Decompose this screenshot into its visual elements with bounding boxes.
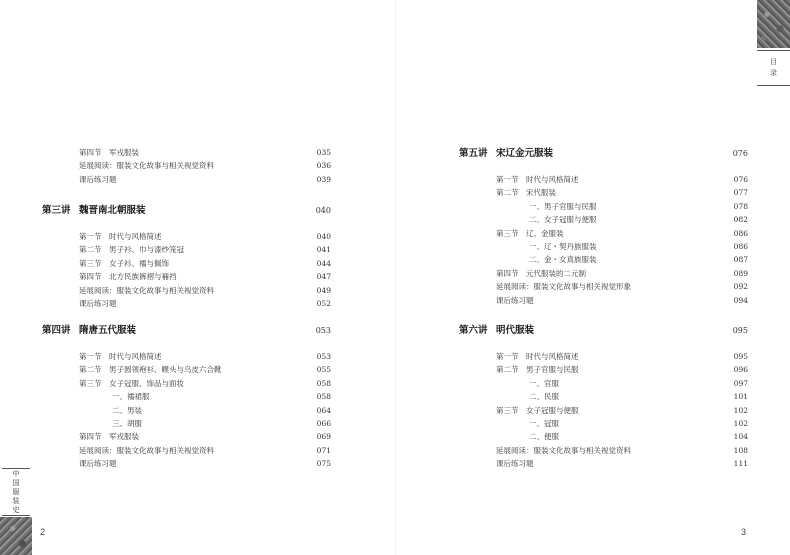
running-head-char: 服	[12, 487, 20, 496]
toc-entry-text	[496, 174, 579, 185]
toc-entry-title: 延展阅读：服装文化故事与相关视觉资料	[496, 445, 631, 455]
toc-page-number: 111	[733, 459, 748, 469]
toc-entry-text	[112, 405, 142, 416]
toc-entry	[79, 298, 331, 309]
toc-page-number: 036	[316, 161, 331, 171]
chapter-page-number: 095	[732, 326, 748, 335]
toc-page-number: 087	[733, 255, 748, 265]
toc-page-number: 039	[316, 174, 331, 184]
toc-page-number: 077	[733, 188, 748, 198]
toc-page-number: 096	[733, 365, 748, 375]
toc-entry-title: 一、冠服	[529, 419, 559, 428]
toc-entry-title: 课后练习题	[79, 459, 117, 469]
toc-entry	[496, 174, 748, 185]
running-head-char: 目	[770, 58, 777, 66]
toc-entry-text	[112, 391, 150, 402]
toc-entry-title: 二、男装	[112, 405, 142, 415]
toc-entry-text	[529, 391, 559, 402]
toc-entry	[79, 405, 331, 416]
chapter-number: 第三讲	[42, 205, 71, 216]
toc-entry	[496, 391, 748, 402]
toc-entry	[496, 214, 748, 225]
toc-entry-title: 北方民族裤褶与裲裆	[109, 272, 177, 282]
running-head-right	[757, 50, 790, 86]
toc-page-number: 071	[316, 445, 331, 455]
spread-gutter	[395, 0, 396, 555]
toc-page-number: 104	[733, 432, 748, 442]
toc-entry	[496, 364, 748, 375]
toc-entry-title: 一、襦裙服	[112, 392, 150, 402]
toc-entry-title: 男子衫、巾与漆纱笼冠	[109, 245, 184, 255]
toc-entry-text	[496, 445, 631, 456]
toc-page-number: 102	[733, 419, 748, 428]
toc-page-number: 095	[733, 352, 748, 361]
toc-entry-title: 课后练习题	[496, 295, 534, 305]
toc-entry-title: 时代与风格简述	[526, 352, 579, 361]
toc-entry	[79, 160, 331, 171]
toc-entry-text	[496, 351, 579, 362]
toc-entry-text	[529, 241, 597, 252]
toc-entry-text	[79, 431, 139, 442]
chapter-number: 第六讲	[459, 325, 488, 336]
toc-entry-text	[496, 364, 579, 375]
toc-entry	[79, 258, 331, 269]
toc-entry-text	[79, 298, 117, 309]
toc-entry-title: 二、女子冠服与便服	[529, 215, 597, 225]
toc-entry	[496, 241, 748, 252]
toc-section-label: 第二节	[496, 365, 519, 375]
toc-section-label: 第三节	[79, 258, 102, 268]
toc-page-number: 101	[733, 392, 748, 402]
toc-page-number: 058	[316, 378, 331, 388]
toc-entry-title: 一、官服	[529, 378, 559, 388]
toc-entry-text	[79, 378, 184, 389]
toc-page-number: 075	[316, 459, 331, 469]
toc-entry-title: 时代与风格简述	[109, 352, 162, 361]
toc-entry	[79, 244, 331, 255]
toc-page-number: 094	[733, 295, 748, 305]
decorative-texture-bottom-left	[0, 517, 32, 555]
toc-page-number: 040	[316, 232, 331, 241]
toc-entry-text	[496, 295, 534, 306]
toc-page-number: 049	[316, 285, 331, 295]
chapter-number: 第五讲	[459, 148, 488, 159]
toc-entry	[496, 458, 748, 469]
toc-entry-text	[79, 364, 222, 375]
toc-entry	[79, 364, 331, 375]
running-head-left	[2, 468, 30, 516]
chapter-title: 隋唐五代服装	[79, 325, 137, 336]
toc-entry-title: 课后练习题	[496, 459, 534, 469]
toc-page-number: 069	[316, 432, 331, 442]
toc-entry-title: 二、民服	[529, 392, 559, 402]
toc-entry-title: 军戎服装	[109, 432, 139, 442]
toc-entry-title: 课后练习题	[79, 299, 117, 308]
toc-entry-title: 女子衫、襦与佩饰	[109, 258, 169, 268]
toc-section-label: 第四节	[79, 148, 102, 157]
toc-entry-text	[79, 174, 117, 185]
toc-entry	[496, 418, 748, 429]
toc-entry	[496, 295, 748, 306]
toc-entry-text	[529, 254, 597, 265]
toc-entry-text	[496, 228, 564, 239]
toc-entry-text	[79, 271, 177, 282]
toc-entry-title: 二、金・女真族服装	[529, 255, 597, 265]
toc-page-number: 092	[733, 282, 748, 292]
toc-entry-text	[529, 214, 597, 225]
page-number-left: 2	[40, 527, 46, 537]
toc-entry-text	[529, 431, 559, 442]
toc-entry	[79, 418, 331, 429]
toc-entry	[496, 431, 748, 442]
toc-entry-title: 三、胡服	[112, 419, 142, 428]
toc-entry-text	[79, 244, 184, 255]
toc-entry	[79, 378, 331, 389]
toc-entry-title: 课后练习题	[79, 174, 117, 184]
toc-section-label: 第二节	[496, 188, 519, 198]
toc-page-number: 052	[316, 299, 331, 308]
toc-entry	[496, 445, 748, 456]
toc-entry-text	[79, 231, 162, 242]
toc-page-number: 047	[316, 272, 331, 282]
toc-entry	[79, 391, 331, 402]
toc-entry	[496, 268, 748, 279]
toc-entry-text	[529, 378, 559, 389]
toc-entry-text	[496, 281, 631, 292]
toc-entry-text	[112, 418, 142, 429]
toc-entry	[496, 201, 748, 212]
toc-entry-text	[496, 405, 579, 416]
toc-entry	[79, 231, 331, 242]
toc-section-label: 第三节	[496, 228, 519, 238]
toc-entry-title: 一、辽・契丹族服装	[529, 242, 597, 251]
toc-page-number: 089	[733, 268, 748, 278]
chapter-page-number: 040	[315, 206, 331, 215]
toc-page-number: 066	[316, 419, 331, 428]
running-head-char: 装	[12, 496, 20, 505]
toc-entry-title: 延展阅读：服装文化故事与相关视觉资料	[79, 285, 214, 295]
toc-page-number: 035	[316, 148, 331, 157]
toc-page-number: 097	[733, 378, 748, 388]
running-head-char: 史	[12, 505, 20, 514]
chapter-title: 魏晋南北朝服装	[79, 205, 146, 216]
toc-entry	[496, 254, 748, 265]
running-head-char: 国	[12, 478, 20, 487]
toc-entry-title: 延展阅读：服装文化故事与相关视觉形象	[496, 282, 631, 292]
chapter-heading	[42, 324, 331, 338]
toc-entry-text	[79, 351, 162, 362]
toc-section-label: 第二节	[79, 245, 102, 255]
toc-entry-title: 男子圆领袍衫、幞头与乌皮六合靴	[109, 365, 222, 375]
decorative-texture-top-right	[757, 0, 790, 48]
toc-entry	[79, 431, 331, 442]
toc-section-label: 第三节	[79, 378, 102, 388]
toc-entry-text	[79, 160, 214, 171]
toc-entry-text	[529, 418, 559, 429]
running-head-char: 录	[770, 69, 777, 77]
toc-entry-title: 延展阅读：服装文化故事与相关视觉资料	[79, 161, 214, 171]
toc-page-number: 055	[316, 365, 331, 375]
toc-entry-title: 元代服装的二元制	[526, 268, 586, 278]
toc-section-label: 第一节	[79, 352, 102, 361]
toc-section-label: 第二节	[79, 365, 102, 375]
toc-entry	[496, 378, 748, 389]
toc-page-number: 102	[733, 405, 748, 415]
toc-entry	[496, 228, 748, 239]
chapter-title: 宋辽金元服装	[496, 148, 554, 159]
toc-section-label: 第三节	[496, 405, 519, 415]
toc-entry	[79, 147, 331, 158]
toc-page-number: 108	[733, 445, 748, 455]
toc-entry	[79, 285, 331, 296]
toc-entry	[79, 445, 331, 456]
chapter-number: 第四讲	[42, 325, 71, 336]
toc-entry-text	[79, 147, 139, 158]
toc-page-number: 064	[316, 405, 331, 415]
toc-page-number: 082	[733, 215, 748, 225]
toc-entry-text	[496, 268, 586, 279]
toc-page-number: 086	[733, 242, 748, 251]
toc-entry-title: 延展阅读：服装文化故事与相关视觉资料	[79, 445, 214, 455]
toc-entry	[79, 351, 331, 362]
toc-page-number: 058	[316, 392, 331, 402]
chapter-heading	[42, 204, 331, 218]
toc-entry-title: 时代与风格简述	[526, 175, 579, 184]
toc-page-number: 076	[733, 175, 748, 184]
toc-section-label: 第四节	[79, 272, 102, 282]
page-number-right: 3	[741, 527, 747, 537]
toc-entry-title: 二、便服	[529, 432, 559, 442]
toc-entry	[496, 281, 748, 292]
toc-entry-text	[79, 258, 169, 269]
toc-page-number: 044	[316, 258, 331, 268]
chapter-heading	[459, 147, 748, 161]
toc-entry-text	[496, 458, 534, 469]
toc-entry-text	[79, 445, 214, 456]
toc-entry-title: 时代与风格简述	[109, 232, 162, 241]
chapter-heading	[459, 324, 748, 338]
chapter-page-number: 053	[315, 326, 331, 335]
toc-entry	[79, 174, 331, 185]
toc-entry-title: 女子冠服、饰品与面妆	[109, 378, 184, 388]
toc-page-number: 041	[316, 245, 331, 255]
toc-entry	[79, 458, 331, 469]
toc-entry	[79, 271, 331, 282]
toc-section-label: 第四节	[79, 432, 102, 442]
toc-section-label: 第四节	[496, 268, 519, 278]
toc-entry-title: 男子官服与民服	[526, 365, 579, 375]
toc-entry-title: 一、男子官服与民服	[529, 201, 597, 211]
toc-entry-text	[79, 285, 214, 296]
toc-section-label: 第一节	[79, 232, 102, 241]
toc-section-label: 第一节	[496, 175, 519, 184]
chapter-page-number: 076	[732, 149, 748, 158]
toc-entry	[496, 405, 748, 416]
toc-page-number: 053	[316, 352, 331, 361]
toc-entry	[496, 187, 748, 198]
toc-entry-text	[496, 187, 556, 198]
toc-entry-title: 辽、金服装	[526, 228, 564, 238]
toc-section-label: 第一节	[496, 352, 519, 361]
toc-entry-text	[79, 458, 117, 469]
toc-entry	[496, 351, 748, 362]
toc-entry-title: 军戎服装	[109, 148, 139, 157]
toc-entry-title: 宋代服装	[526, 188, 556, 198]
toc-entry-text	[529, 201, 597, 212]
toc-page-number: 078	[733, 201, 748, 211]
chapter-title: 明代服装	[496, 325, 535, 336]
toc-entry-title: 女子冠服与便服	[526, 405, 579, 415]
toc-page-number: 086	[733, 228, 748, 238]
running-head-char: 中	[12, 469, 20, 478]
